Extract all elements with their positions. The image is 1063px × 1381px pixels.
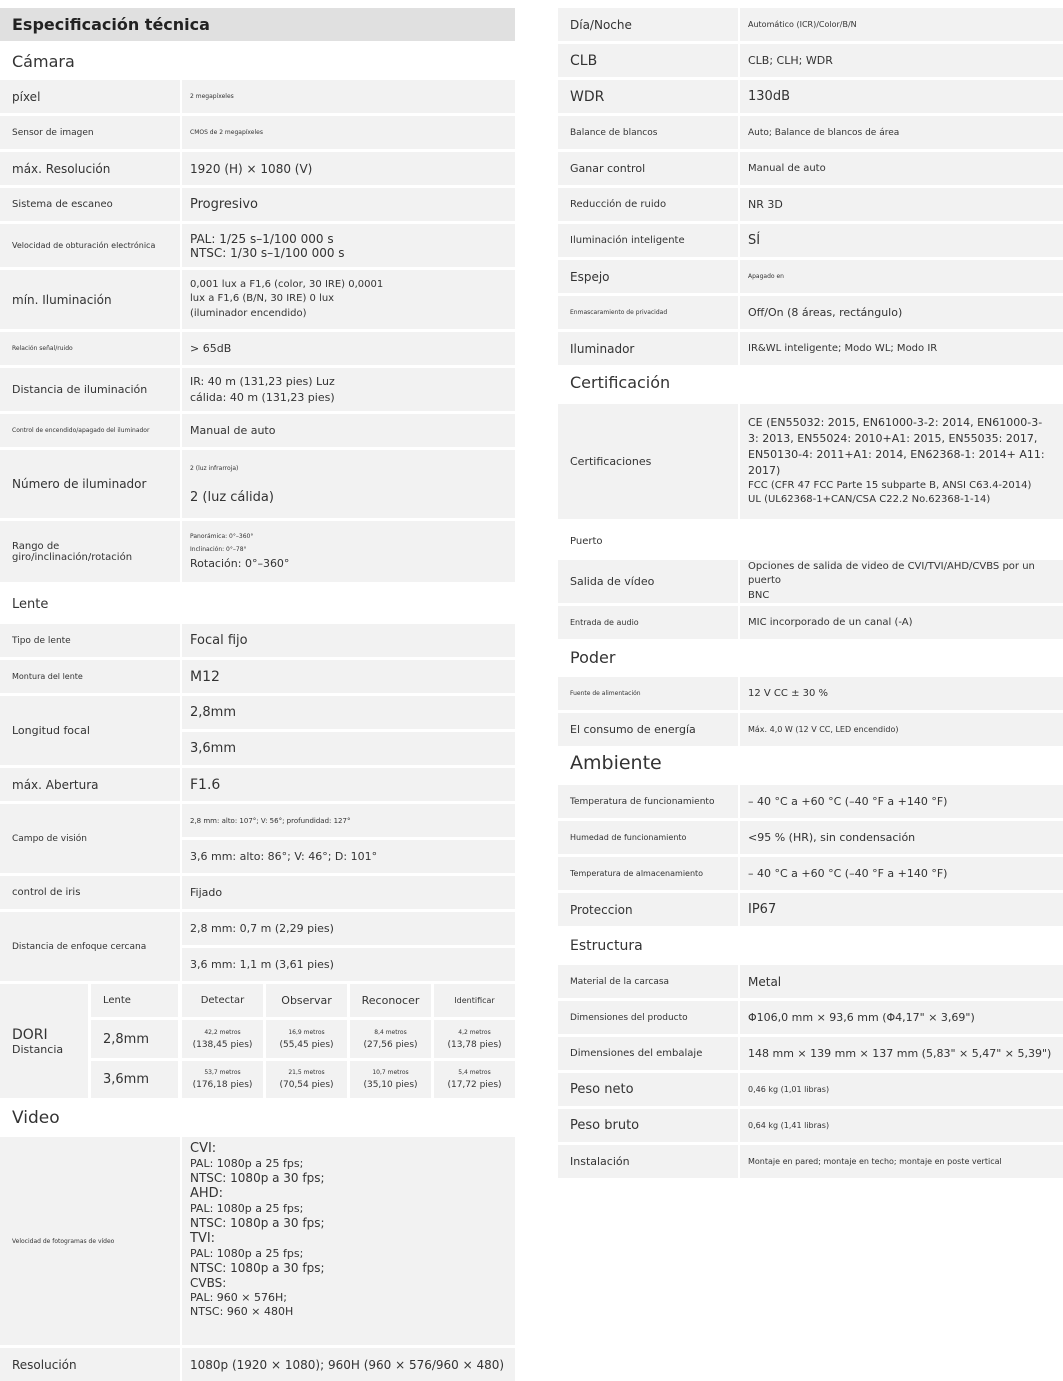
spec-label: Fuente de alimentación <box>558 677 738 710</box>
dori-cell <box>182 1061 263 1098</box>
spec-label: Sistema de escaneo <box>0 188 180 221</box>
dori-metric: 4,2 metros <box>458 1028 491 1036</box>
dori-imperial: (13,78 pies) <box>447 1039 502 1050</box>
dori-lens-3-6: 3,6mm <box>91 1061 178 1098</box>
spec-row-shutter <box>0 224 515 267</box>
spec-label: Control de encendido/apagado del iluminador <box>0 414 180 447</box>
spec-row-power-consumption <box>558 713 1063 746</box>
spec-value: 130dB <box>740 80 1063 113</box>
section-heading-ambiente <box>558 752 1063 774</box>
spec-value <box>182 521 515 582</box>
dori-cell <box>434 1020 515 1058</box>
value-line: CVI: <box>190 1141 217 1156</box>
spec-label: Iluminador <box>558 332 738 365</box>
spec-value <box>182 224 515 267</box>
dori-metric: 42,2 metros <box>204 1028 241 1036</box>
value-line: Opciones de salida de video de CVI/TVI/AHD/CVBS por un puerto <box>748 560 1035 587</box>
section-title: Certificación <box>570 373 671 392</box>
spec-value: Progresivo <box>182 188 515 221</box>
spec-value: 0,64 kg (1,41 libras) <box>740 1109 1063 1142</box>
spec-label: Ganar control <box>558 152 738 185</box>
spec-label: Material de la carcasa <box>558 965 738 998</box>
spec-value: Manual de auto <box>740 152 1063 185</box>
spec-label: Número de iluminador <box>0 450 180 518</box>
spec-value <box>182 270 515 329</box>
spec-label: Iluminación inteligente <box>558 224 738 257</box>
spec-label: control de iris <box>0 876 180 909</box>
spec-label: Peso neto <box>558 1073 738 1106</box>
value-line: 2,8 mm: alto: 107°; V: 56°; profundidad: 127° <box>182 804 515 837</box>
spec-value: Montaje en pared; montaje en techo; montaje en poste vertical <box>740 1145 1063 1178</box>
dori-header-observe: Observar <box>266 984 347 1017</box>
spec-label: Distancia de enfoque cercana <box>0 912 180 981</box>
section-title: Estructura <box>570 938 643 954</box>
spec-value: Metal <box>740 965 1063 998</box>
value-line: PAL: 960 × 576H; <box>190 1291 287 1304</box>
spec-value <box>740 560 1063 603</box>
dori-metric: 10,7 metros <box>372 1069 409 1076</box>
dori-imperial: (35,10 pies) <box>363 1080 418 1090</box>
spec-row-day-night <box>558 8 1063 41</box>
value-line: PAL: 1080p a 25 fps; <box>190 1202 304 1216</box>
dori-imperial: (176,18 pies) <box>192 1080 253 1090</box>
spec-value <box>182 912 515 981</box>
spec-label: CLB <box>558 44 738 77</box>
spec-label: Velocidad de obturación electrónica <box>0 224 180 267</box>
spec-value: Manual de auto <box>182 414 515 447</box>
spec-label: Humedad de funcionamiento <box>558 821 738 854</box>
spec-label: Campo de visión <box>0 804 180 873</box>
spec-value: NR 3D <box>740 188 1063 221</box>
section-title: Lente <box>12 597 49 612</box>
spec-row-clb <box>558 44 1063 77</box>
spec-value: Auto; Balance de blancos de área <box>740 116 1063 149</box>
spec-value: Focal fijo <box>182 624 515 657</box>
section-heading-video <box>0 1108 515 1128</box>
value-line: BNC <box>748 589 770 601</box>
spec-value: 148 mm × 139 mm × 137 mm (5,83" × 5,47" × 5,39") <box>740 1037 1063 1070</box>
value-line: PAL: 1/25 s–1/100 000 s <box>190 231 334 246</box>
spec-row-privacy-mask <box>558 296 1063 329</box>
dori-metric: 53,7 metros <box>204 1069 241 1076</box>
value-line: IR: 40 m (131,23 pies) Luz <box>190 374 335 388</box>
spec-row-illuminator-number <box>0 450 515 518</box>
value-line: NTSC: 1080p a 30 fps; <box>190 1261 325 1275</box>
dori-header-recognize: Reconocer <box>350 984 431 1017</box>
dori-header-detect: Detectar <box>182 984 263 1017</box>
spec-row-frame-rate <box>0 1137 515 1345</box>
value-line: (iluminador encendido) <box>190 307 307 319</box>
dori-imperial: (17,72 pies) <box>447 1080 502 1090</box>
spec-label: Distancia de iluminación <box>0 368 180 411</box>
value-line: 2 (luz cálida) <box>190 490 274 505</box>
spec-value <box>182 1137 515 1345</box>
value-line: NTSC: 960 × 480H <box>190 1304 294 1318</box>
value-line: 3,6 mm: alto: 86°; V: 46°; D: 101° <box>182 840 515 873</box>
spec-label: Temperatura de funcionamiento <box>558 785 738 818</box>
dori-imperial: (70,54 pies) <box>279 1080 334 1090</box>
dori-metric: 5,4 metros <box>458 1069 491 1076</box>
spec-row-audio-input <box>558 606 1063 639</box>
spec-value <box>740 404 1063 519</box>
spec-row-product-dimensions <box>558 1001 1063 1034</box>
spec-row-min-illumination <box>0 270 515 329</box>
value-line: Inclinación: 0°–78° <box>190 546 247 553</box>
spec-label: WDR <box>558 80 738 113</box>
spec-value <box>182 450 515 518</box>
spec-row-illumination-distance <box>0 368 515 411</box>
spec-row-resolution <box>0 152 515 185</box>
spec-label: Balance de blancos <box>558 116 738 149</box>
spec-label: Peso bruto <box>558 1109 738 1142</box>
dori-metric: 8,4 metros <box>374 1028 407 1036</box>
spec-label: píxel <box>0 80 180 113</box>
spec-row-field-of-view <box>0 804 515 873</box>
spec-label: máx. Resolución <box>0 152 180 185</box>
spec-row-max-aperture <box>0 768 515 801</box>
spec-row-video-output <box>558 560 1063 603</box>
dori-metric: 21,5 metros <box>288 1069 325 1076</box>
dori-imperial: (55,45 pies) <box>279 1039 334 1050</box>
section-heading-certificacion <box>558 373 1063 392</box>
dori-cell <box>434 1061 515 1098</box>
section-heading-puerto <box>558 536 1063 547</box>
spec-label: Día/Noche <box>558 8 738 41</box>
section-heading-camara <box>0 52 515 71</box>
spec-label: Sensor de imagen <box>0 116 180 149</box>
dori-cell <box>266 1061 347 1098</box>
spec-row-operating-humidity <box>558 821 1063 854</box>
spec-row-white-balance <box>558 116 1063 149</box>
spec-row-smart-illumination <box>558 224 1063 257</box>
page-title: Especificación técnica <box>0 8 515 41</box>
spec-label: máx. Abertura <box>0 768 180 801</box>
value-line: Panorámica: 0°–360° <box>190 533 254 540</box>
spec-value: – 40 °C a +60 °C (–40 °F a +140 °F) <box>740 785 1063 818</box>
spec-row-snr <box>0 332 515 365</box>
dori-label-line: Distancia <box>12 1042 64 1056</box>
spec-row-video-resolution <box>0 1348 515 1381</box>
value-line: NTSC: 1/30 s–1/100 000 s <box>190 245 345 260</box>
spec-row-lens-type <box>0 624 515 657</box>
spec-row-close-focus <box>0 912 515 981</box>
spec-label: Tipo de lente <box>0 624 180 657</box>
spec-row-power-supply <box>558 677 1063 710</box>
spec-value <box>182 368 515 411</box>
spec-row-pixel <box>0 80 515 113</box>
value-line: cálida: 40 m (131,23 pies) <box>190 390 335 404</box>
spec-row-iris <box>0 876 515 909</box>
spec-value: 0,46 kg (1,01 libras) <box>740 1073 1063 1106</box>
spec-label: Dimensiones del embalaje <box>558 1037 738 1070</box>
spec-label: Salida de vídeo <box>558 560 738 603</box>
dori-cell <box>350 1020 431 1058</box>
dori-table <box>0 984 515 1098</box>
spec-row-housing-material <box>558 965 1063 998</box>
spec-value: Fijado <box>182 876 515 909</box>
value-line: lux a F1,6 (B/N, 30 IRE) 0 lux <box>190 293 335 305</box>
dori-header-identify: Identificar <box>434 984 515 1017</box>
spec-row-illuminator <box>558 332 1063 365</box>
spec-value <box>182 696 515 765</box>
spec-label: Longitud focal <box>0 696 180 765</box>
value-line: PAL: 1080p a 25 fps; <box>190 1157 304 1171</box>
spec-row-mirror <box>558 260 1063 293</box>
section-title: Ambiente <box>570 752 662 774</box>
dori-cell <box>350 1061 431 1098</box>
spec-label: Velocidad de fotogramas de vídeo <box>0 1137 180 1345</box>
dori-imperial: (27,56 pies) <box>363 1039 418 1050</box>
value-line: FCC (CFR 47 FCC Parte 15 subparte B, ANSI C63.4-2014) <box>748 479 1032 491</box>
section-title: Cámara <box>12 52 75 71</box>
spec-value: – 40 °C a +60 °C (–40 °F a +140 °F) <box>740 857 1063 890</box>
spec-label: Resolución <box>0 1348 180 1381</box>
spec-value: > 65dB <box>182 332 515 365</box>
section-heading-estructura <box>558 938 1063 954</box>
spec-value: F1.6 <box>182 768 515 801</box>
spec-value: 1080p (1920 × 1080); 960H (960 × 576/960 × 480) <box>182 1348 515 1381</box>
dori-lens-2-8: 2,8mm <box>91 1020 178 1058</box>
spec-label: mín. Iluminación <box>0 270 180 329</box>
spec-value: MIC incorporado de un canal (-A) <box>740 606 1063 639</box>
value-line: EN50130-4: 2011+A1: 2014, EN62368-1: 2014+ A11: <box>748 448 1045 461</box>
spec-label: Instalación <box>558 1145 738 1178</box>
spec-row-focal-length <box>0 696 515 765</box>
value-line: TVI: <box>190 1231 216 1246</box>
dori-metric: 16,9 metros <box>288 1028 325 1036</box>
value-line: 2,8mm <box>182 696 515 729</box>
spec-row-noise-reduction <box>558 188 1063 221</box>
spec-row-package-dimensions <box>558 1037 1063 1070</box>
spec-value <box>182 804 515 873</box>
spec-label: Dimensiones del producto <box>558 1001 738 1034</box>
spec-value: 2 megapíxeles <box>182 80 515 113</box>
value-line: 2 (luz infrarroja) <box>190 465 239 472</box>
value-line: CE (EN55032: 2015, EN61000-3-2: 2014, EN61000-3- <box>748 416 1043 430</box>
spec-row-illuminator-control <box>0 414 515 447</box>
spec-row-wdr <box>558 80 1063 113</box>
value-line: 0,001 lux a F1,6 (color, 30 IRE) 0,0001 <box>190 278 384 290</box>
value-line: AHD: <box>190 1186 224 1201</box>
spec-label: Temperatura de almacenamiento <box>558 857 738 890</box>
spec-label: Relación señal/ruido <box>0 332 180 365</box>
value-line: Rotación: 0°–360° <box>190 557 290 570</box>
dori-cell <box>182 1020 263 1058</box>
spec-label: Reducción de ruido <box>558 188 738 221</box>
spec-value: CLB; CLH; WDR <box>740 44 1063 77</box>
spec-row-net-weight <box>558 1073 1063 1106</box>
value-line: 2,8 mm: 0,7 m (2,29 pies) <box>182 912 515 945</box>
spec-value: SÍ <box>740 224 1063 257</box>
spec-label: Certificaciones <box>558 404 738 519</box>
value-line: 3,6mm <box>182 732 515 765</box>
spec-row-operating-temp <box>558 785 1063 818</box>
section-title: Puerto <box>570 536 603 547</box>
spec-label: Enmascaramiento de privacidad <box>558 296 738 329</box>
dori-cell <box>266 1020 347 1058</box>
section-title: Poder <box>570 648 616 667</box>
spec-label: Entrada de audio <box>558 606 738 639</box>
value-line: NTSC: 1080p a 30 fps; <box>190 1171 325 1185</box>
spec-row-certifications <box>558 404 1063 519</box>
dori-header-lens: Lente <box>91 984 178 1017</box>
spec-label: Proteccion <box>558 893 738 926</box>
spec-row-gain-control <box>558 152 1063 185</box>
section-title: Video <box>12 1108 60 1128</box>
spec-value: CMOS de 2 megapíxeles <box>182 116 515 149</box>
spec-value: Φ106,0 mm × 93,6 mm (Φ4,17" × 3,69") <box>740 1001 1063 1034</box>
spec-label: Espejo <box>558 260 738 293</box>
value-line: CVBS: <box>190 1276 227 1290</box>
value-line: 2017) <box>748 463 781 477</box>
spec-value: <95 % (HR), sin condensación <box>740 821 1063 854</box>
spec-value: Máx. 4,0 W (12 V CC, LED encendido) <box>740 713 1063 746</box>
spec-row-storage-temp <box>558 857 1063 890</box>
value-line: NTSC: 1080p a 30 fps; <box>190 1216 325 1230</box>
spec-label: El consumo de energía <box>558 713 738 746</box>
value-line: UL (UL62368-1+CAN/CSA C22.2 No.62368-1-14) <box>748 494 991 506</box>
spec-value: Off/On (8 áreas, rectángulo) <box>740 296 1063 329</box>
dori-imperial: (138,45 pies) <box>192 1039 253 1050</box>
value-line: 3: 2013, EN55024: 2010+A1: 2015, EN55035: 2017, <box>748 432 1038 446</box>
spec-value: Apagado en <box>740 260 1063 293</box>
spec-row-installation <box>558 1145 1063 1178</box>
spec-value: M12 <box>182 660 515 693</box>
spec-label: Rango de giro/inclinación/rotación <box>0 521 180 582</box>
dori-label-line: DORI <box>12 1026 48 1043</box>
spec-row-pan-tilt <box>0 521 515 582</box>
spec-value: IR&WL inteligente; Modo WL; Modo IR <box>740 332 1063 365</box>
value-line: 3,6 mm: 1,1 m (3,61 pies) <box>182 948 515 981</box>
spec-value: 1920 (H) × 1080 (V) <box>182 152 515 185</box>
spec-value: Automático (ICR)/Color/B/N <box>740 8 1063 41</box>
spec-row-gross-weight <box>558 1109 1063 1142</box>
spec-value: IP67 <box>740 893 1063 926</box>
spec-row-protection <box>558 893 1063 926</box>
spec-row-lens-mount <box>0 660 515 693</box>
dori-label <box>0 984 88 1098</box>
section-heading-poder <box>558 648 1063 667</box>
spec-row-sensor <box>0 116 515 149</box>
value-line: PAL: 1080p a 25 fps; <box>190 1247 304 1261</box>
section-heading-lente <box>0 597 515 612</box>
spec-value: 12 V CC ± 30 % <box>740 677 1063 710</box>
spec-label: Montura del lente <box>0 660 180 693</box>
spec-row-scan <box>0 188 515 221</box>
